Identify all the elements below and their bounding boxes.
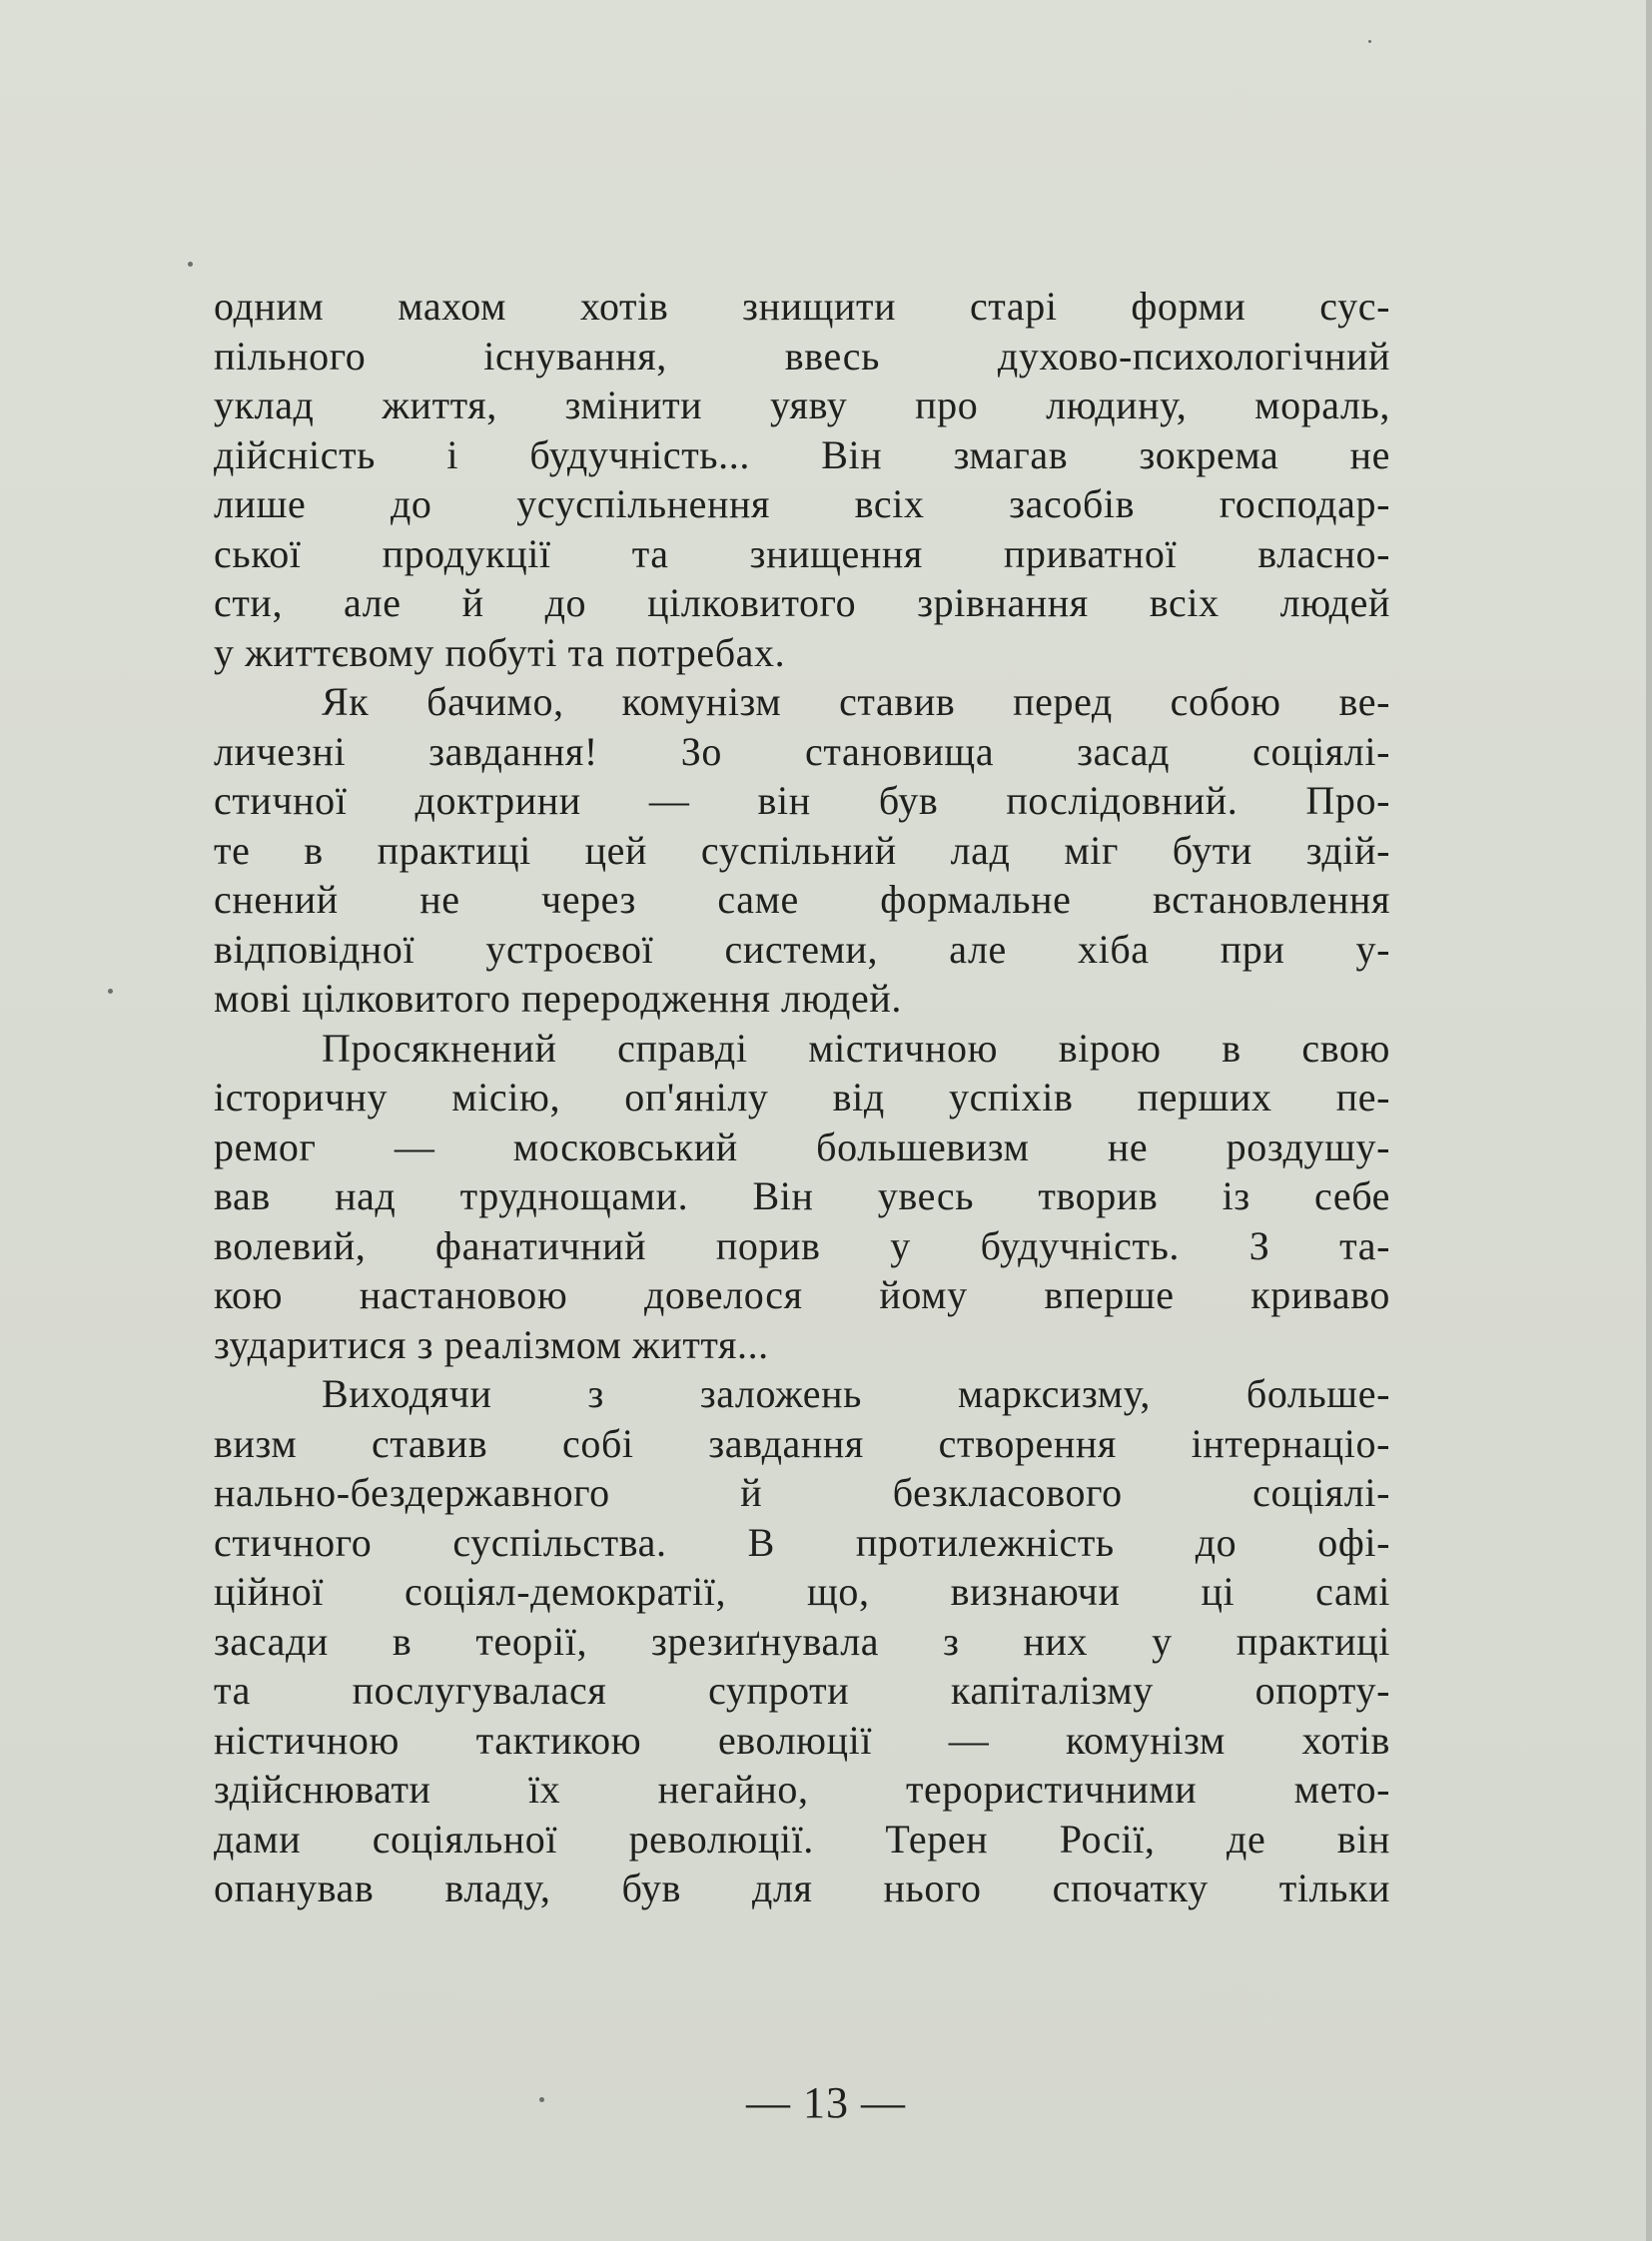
text-line: одним махом хотів знищити старі форми сус- [214,284,1390,329]
text-line: вав над труднощами. Він увесь творив із себе [214,1173,1390,1218]
page-number: — 13 — [746,2078,906,2127]
text-line: личезні завдання! Зо становища засад соціялі- [214,728,1390,774]
text-line: Як бачимо, комунізм ставив перед собою ве- [322,679,1390,724]
text-line: ністичною тактикою еволюції — комунізм хотів [214,1717,1390,1763]
scan-speck [539,2097,544,2102]
text-line: зударитися з реалізмом життя... [214,1321,769,1367]
paragraph-2 [214,677,1390,1024]
text-line: уклад життя, змінити уяву про людину, мораль, [214,382,1390,427]
paragraph-3 [214,1024,1390,1370]
text-line: визм ставив собі завдання створення інтернаціо- [214,1420,1390,1466]
text-line: та послугувалася супроти капіталізму опорту- [214,1668,1390,1713]
paragraph-1 [214,282,1390,677]
text-line: стичної доктрини — він був послідовний. Про- [214,778,1390,823]
text-line: стичного суспільства. В протилежність до офі- [214,1519,1390,1565]
text-line: опанував владу, був для нього спочатку тільки [214,1866,1390,1910]
text-line: кою настановою довелося йому вперше криваво [214,1272,1390,1317]
text-line: нально-бездержавного й безкласового соціялі- [214,1470,1390,1515]
text-line: ційної соціял-демократії, що, визнаючи ці самі [214,1569,1390,1614]
text-line: у життєвому побуті та потребах. [214,629,786,675]
text-line: те в практиці цей суспільний лад міг бути здій- [214,827,1390,873]
text-line: лише до усуспільнення всіх засобів господар- [214,481,1390,526]
text-line: волевий, фанатичний порив у будучність. З та- [214,1222,1390,1268]
text-line: Виходячи з заложень марксизму, большe- [322,1371,1390,1416]
text-line: здійснювати їх негайно, терористичними мето- [214,1767,1390,1812]
text-line: дами соціяльної революції. Терен Росії, де він [214,1816,1390,1862]
text-line: ської продукції та знищення приватної власно- [214,530,1390,576]
page-edge-shadow [1646,0,1652,2241]
body-text [214,282,1390,1913]
text-line: засади в теорії, зрезиґнувала з них у практиці [214,1618,1390,1664]
scan-speck [1368,40,1371,43]
text-line: дійсність і будучність... Він змагав зокрема не [214,431,1390,477]
text-line: снений не через саме формальне встановлення [214,877,1390,922]
text-line: пільного існування, ввесь духово-психологічний [214,333,1390,378]
text-line: Просякнений справді містичною вірою в свою [322,1025,1390,1071]
text-line: відповідної устроєвої системи, але хіба при у- [214,926,1390,972]
text-line: ремог — московський большевизм не роздушу- [214,1123,1390,1169]
text-line: мові цілковитого переродження людей. [214,976,902,1021]
text-line: сти, але й до цілковитого зрівнання всіх людей [214,580,1390,625]
paragraph-4 [214,1369,1390,1913]
scan-speck [108,989,113,994]
scan-speck [188,262,193,267]
text-line: історичну місію, оп'янілу від успіхів перших пе- [214,1075,1390,1120]
